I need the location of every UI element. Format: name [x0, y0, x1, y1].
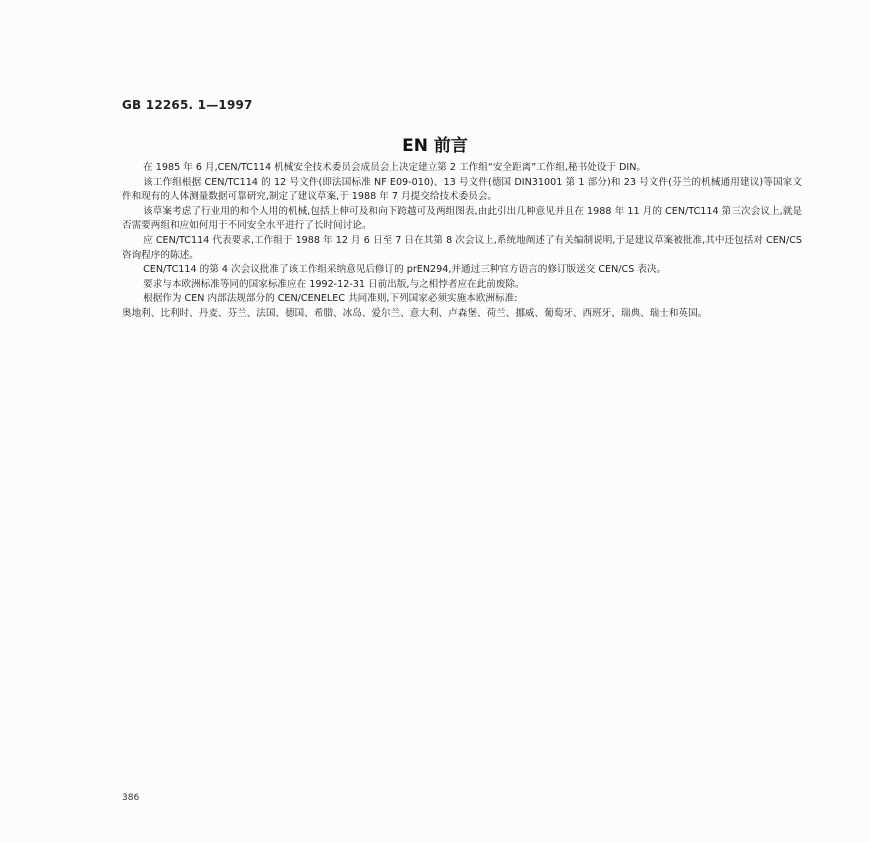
paragraph: 根据作为 CEN 内部法规部分的 CEN/CENELEC 共同准则,下列国家必须实施本欧洲标准:: [143, 293, 518, 305]
paragraph: 要求与本欧洲标准等同的国家标准应在 1992-12-31 日前出版,与之相悖者应在此前废除。: [143, 278, 525, 290]
standard-code: GB 12265. 1—1997: [122, 98, 253, 112]
paragraph: CEN/TC114 的第 4 次会议批准了该工作组采纳意见后修订的 prEN294,并通过三种官方语言的修订版送交 CEN/CS 表决。: [143, 264, 667, 276]
page-number: 386: [122, 793, 140, 803]
country-list: 奥地利、比利时、丹麦、芬兰、法国、德国、希腊、冰岛、爱尔兰、意大利、卢森堡、荷兰、挪威、葡萄牙、西班牙、瑞典、瑞士和英国。: [122, 307, 708, 319]
foreword-body: [122, 161, 802, 322]
paragraph: 该草案考虑了行业用的和个人用的机械,包括上伸可及和向下跨越可及两组图表,由此引出几种意见并且在 1988 年 11 月的 CEN/TC114 第三次会议上,就是否需要两组和应如何用于不同安全水平进行了长时间讨论。: [122, 205, 802, 232]
paragraph: 在 1985 年 6 月,CEN/TC114 机械安全技术委员会成员会上决定建立第 2 工作组“安全距离”工作组,秘书处设于 DIN。: [143, 162, 647, 173]
page-title: EN 前言: [402, 136, 468, 156]
paragraph: 应 CEN/TC114 代表要求,工作组于 1988 年 12 月 6 日至 7 日在其第 8 次会议上,系统地阐述了有关编制说明,于是建议草案被批准,其中还包括对 CEN/CS 咨询程序的陈述。: [122, 234, 802, 261]
paragraph: 该工作组根据 CEN/TC114 的 12 号文件(即法国标准 NF E09-010)、13 号文件(德国 DIN31001 第 1 部分)和 23 号文件(芬兰的机械通用建议)等国家文件和现有的人体测量数据可靠研究,制定了建议草案,于 1988 年 7 月提交给技术委员会。: [122, 176, 802, 203]
